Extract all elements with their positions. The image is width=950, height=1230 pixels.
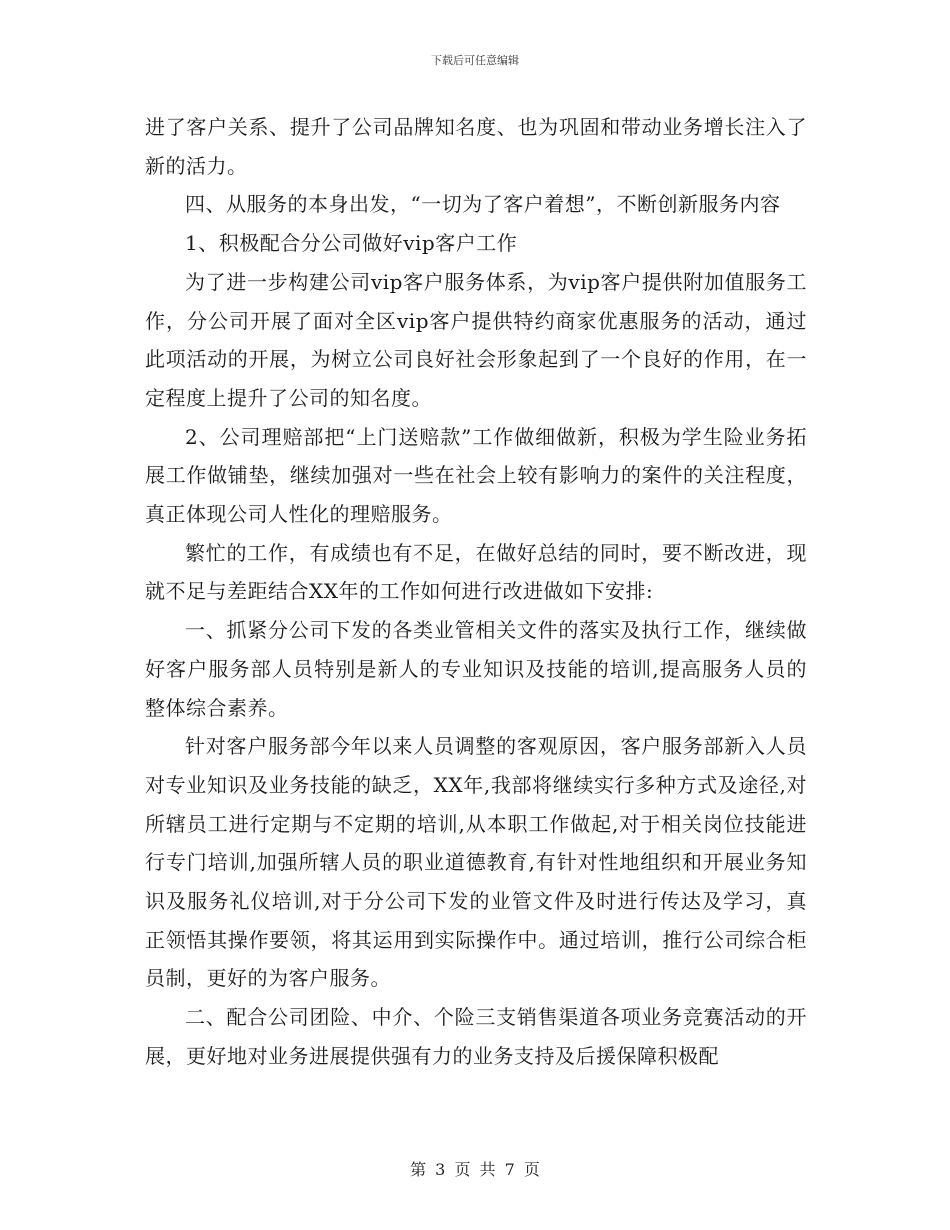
paragraph: 为了进一步构建公司vip客户服务体系，为vip客户提供附加值服务工作，分公司开展了面对全区vip客户提供特约商家优惠服务的活动，通过此项活动的开展，为树立公司良好社会形象起到了一个良好的作用，在一定程度上提升了公司的知名度。	[145, 269, 807, 410]
paragraph: 进了客户关系、提升了公司品牌知名度、也为巩固和带动业务增长注入了新的活力。	[145, 115, 807, 178]
paragraph: 针对客户服务部今年以来人员调整的客观原因，客户服务部新入人员对专业知识及业务技能的缺乏，XX年,我部将继续实行多种方式及途径,对所辖员工进行定期与不定期的培训,从本职工作做起,对于相关岗位技能进行专门培训,加强所辖人员的职业道德教育,有针对性地组织和开展业务知识及服务礼仪培训,对于分公司下发的业管文件及时进行传达及学习，真正领悟其操作要领，将其运用到实际操作中。通过培训，推行公司综合柜员制，更好的为客户服务。	[145, 734, 807, 991]
paragraph: 繁忙的工作，有成绩也有不足，在做好总结的同时，要不断改进，现就不足与差距结合XX年的工作如何进行改进做如下安排:	[145, 540, 807, 604]
page-header-note: 下载后可任意编辑	[431, 54, 519, 67]
paragraph: 一、抓紧分公司下发的各类业管相关文件的落实及执行工作，继续做好客户服务部人员特别是新人的专业知识及技能的培训,提高服务人员的整体综合素养。	[145, 618, 807, 720]
paragraph: 2、公司理赔部把“上门送赔款”工作做细做新，积极为学生险业务拓展工作做铺垫，继续加强对一些在社会上较有影响力的案件的关注程度，真正体现公司人性化的理赔服务。	[145, 424, 807, 527]
paragraph: 二、配合公司团险、中介、个险三支销售渠道各项业务竞赛活动的开展，更好地对业务进展提供强有力的业务支持及后援保障积极配	[145, 1005, 807, 1068]
page-number: 第 3 页 共 7 页	[410, 1160, 540, 1179]
subsection-heading: 1、积极配合分公司做好vip客户工作	[185, 231, 518, 256]
section-heading: 四、从服务的本身出发，“一切为了客户着想”，不断创新服务内容	[185, 192, 781, 217]
document-body	[145, 108, 807, 1076]
